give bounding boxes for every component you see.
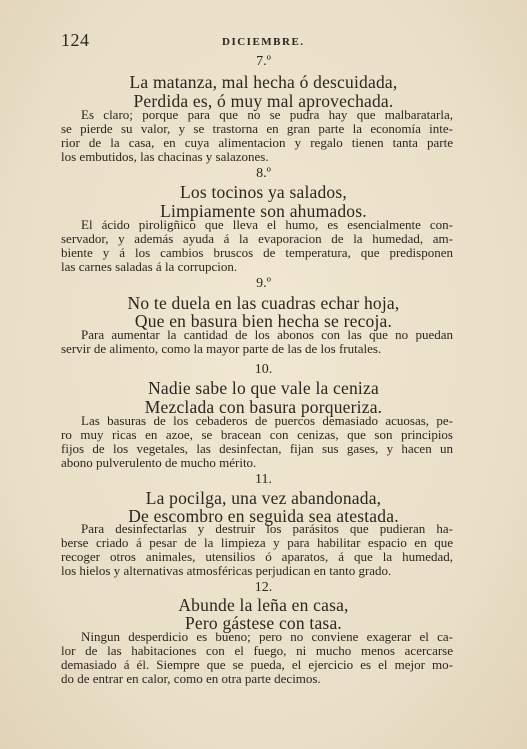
section-9-number: 9.º: [256, 276, 271, 291]
section-11-text-line: berse criado á pesar de la limpieza y para habilitar espacio en que: [61, 536, 453, 550]
section-7-text-line: los embutidos, las chacinas y salazones.: [61, 150, 269, 164]
section-7-text-line: rior de la casa, en cuya alimentacion y regalo tienen tanta parte: [61, 136, 453, 150]
section-10-verse-line-1: Nadie sabe lo que vale la ceniza: [148, 378, 379, 398]
section-7-text-line: se pierde su valor, y se trastorna en gran parte la economía inte-: [61, 122, 453, 136]
section-8-text-line: El ácido piroligñico que lleva el humo, es esencialmente con-: [81, 218, 453, 232]
section-11-text-line: Para desinfectarlas y destruir los parásitos que pudieran ha-: [81, 522, 453, 536]
section-7-number: 7.º: [256, 54, 271, 69]
section-12-verse-line-2: Pero gástese con tasa.: [185, 613, 342, 633]
section-9-text-line: Para aumentar la cantidad de los abonos con las que no puedan: [81, 328, 453, 342]
section-10-text-line: fijos de los vegetales, las desinfectan, fijan sus gases, y hacen un: [61, 442, 453, 456]
section-10-text-line: abono pulverulento de mucho mérito.: [61, 456, 257, 470]
section-12-verse-line-1: Abunde la leña en casa,: [178, 595, 349, 615]
section-12-text-line: do de entrar en calor, como en otra parte decimos.: [61, 672, 321, 686]
page-number: 124: [61, 30, 90, 50]
section-8-text-line: biente y á los cambios bruscos de temperatura, que predisponen: [61, 246, 453, 260]
section-11-verse-line-2: De escombro en seguida sea atestada.: [128, 506, 399, 526]
section-11-text-line: recoger otros animales, utensilios ó aparatos, á que la humedad,: [61, 550, 453, 564]
section-10-text-line: Las basuras de los cebaderos de puercos demasiado acuosas, pe-: [81, 414, 453, 428]
section-10-verse-line-2: Mezclada con basura porqueriza.: [144, 397, 383, 417]
section-9-text-line: servir de alimento, como la mayor parte de las de los frutales.: [61, 342, 382, 356]
section-8-text-line: servador, y además ayuda á la evaporacion de la humedad, am-: [61, 232, 453, 246]
section-12-text-line: lor de las habitaciones con el fuego, ni mucho menos acercarse: [61, 644, 453, 658]
section-9-verse-line-1: No te duela en las cuadras echar hoja,: [127, 293, 400, 313]
section-9-verse-line-2: Que en basura bien hecha se recoja.: [134, 311, 393, 331]
section-8-verse-line-2: Limpiamente son ahumados.: [160, 201, 367, 221]
section-7-verse-line-2: Perdida es, ó muy mal aprovechada.: [133, 91, 394, 111]
section-10-text-line: ro muy ricas en azoe, se bracean con cenizas, que son principios: [61, 428, 453, 442]
section-12-text-line: Ningun desperdicio es bueno; pero no conviene exagerar el ca-: [81, 630, 453, 644]
section-11-text-line: los hielos y alternativas atmosféricas perjudican en tanto grado.: [61, 564, 392, 578]
section-12-number: 12.: [254, 580, 273, 595]
section-12-text-line: demasiado á él. Siempre que se pueda, el ejercicio es el mejor mo-: [61, 658, 453, 672]
section-8-number: 8.º: [256, 166, 271, 181]
section-11-number: 11.: [255, 472, 272, 487]
section-7-text-line: Es claro; porque para que no se pudra hay que malbaratarla,: [81, 108, 453, 122]
section-11-verse-line-1: La pocilga, una vez abandonada,: [145, 488, 382, 508]
running-head: DICIEMBRE.: [222, 36, 305, 48]
section-8-verse-line-1: Los tocinos ya salados,: [180, 182, 347, 202]
section-7-verse-line-1: La matanza, mal hecha ó descuidada,: [129, 72, 398, 92]
section-10-number: 10.: [254, 362, 273, 377]
section-8-text-line: las carnes saladas á la corrupcion.: [61, 260, 238, 274]
